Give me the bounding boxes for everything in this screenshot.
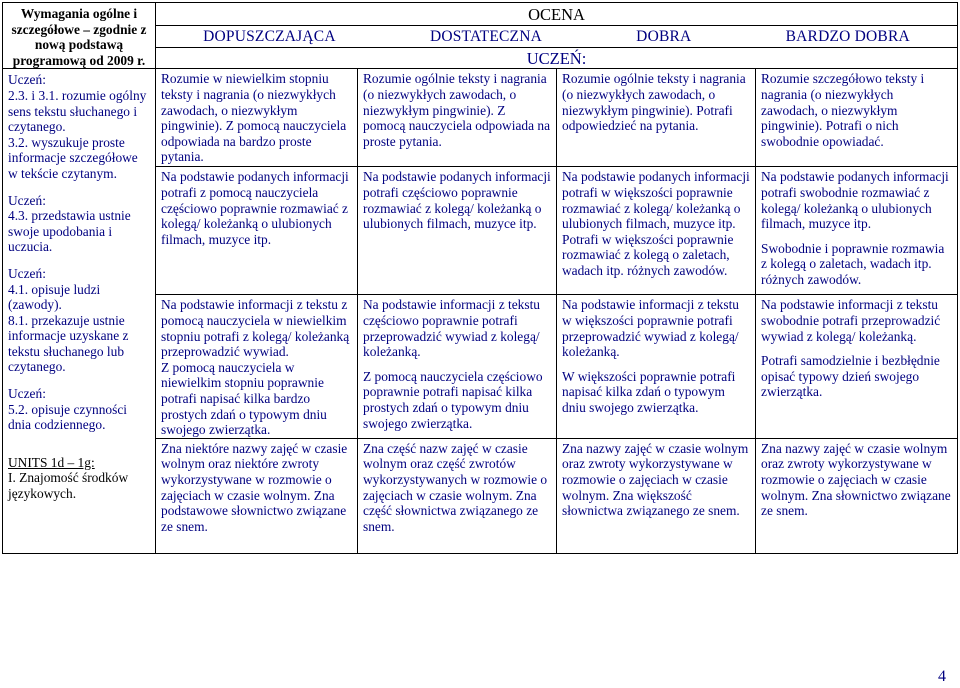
cell-paragraph: Potrafi w większości poprawnie rozmawiać z kolegą o zaletach, wadach itp. różnych zawodów. — [562, 231, 734, 278]
requirement-item: 3.2. wyszukuje proste informacje szczegółowe w tekście czytanym. — [8, 134, 138, 181]
cell-r4-dobra: Zna nazwy zajęć w czasie wolnym oraz zwroty wykorzystywane w rozmowie o zajęciach w czasie wolnym. Zna większość słownictwa związanego ze snem. — [557, 438, 756, 553]
cell-r3-dostateczna — [358, 295, 557, 438]
cell-r1-dobra: Rozumie ogólnie teksty i nagrania (o niezwykłych zawodach, o niezwykłym pingwinie). Potrafi odpowiedzieć na pytania. — [557, 69, 756, 167]
cell-r4-dostateczna: Zna część nazw zajęć w czasie wolnym oraz część zwrotów wykorzystywanych w rozmowie o zajęciach w czasie wolnym. Zna część słownictwa związanego ze snem. — [358, 438, 557, 553]
cell-paragraph: Potrafi samodzielnie i bezbłędnie opisać typowy dzień swojego zwierzątka. — [761, 353, 940, 400]
cell-r3-dopuszczajaca — [156, 295, 358, 438]
cell-r2-dostateczna: Na podstawie podanych informacji potrafi częściowo poprawnie rozmawiać z kolegą/ koleżanką o ulubionych filmach, muzyce itp. — [358, 167, 557, 295]
requirement-item: 2.3. i 3.1. rozumie ogólny sens tekstu słuchanego i czytanego. — [8, 87, 147, 135]
units-description: I. Znajomość środków językowych. — [8, 470, 129, 502]
requirement-item: Uczeń: — [8, 265, 46, 281]
requirement-item: Uczeń: — [8, 192, 46, 208]
cell-paragraph: Na podstawie informacji z tekstu częściowo poprawnie potrafi przeprowadzić wywiad z kolegą/ koleżanką. — [363, 297, 541, 360]
requirement-item: 8.1. przekazuje ustnie informacje uzyskane z tekstu słuchanego lub czytanego. — [8, 312, 129, 375]
cell-r3-bardzo-dobra — [756, 295, 958, 438]
grade-dopuszczajaca: DOPUSZCZAJĄCA — [203, 28, 336, 46]
requirement-item: 5.2. opisuje czynności dnia codziennego. — [8, 401, 128, 433]
cell-paragraph: Na podstawie podanych informacji potrafi w większości poprawnie rozmawiać z kolegą/ koleżanką o ulubionych filmach, muzyce itp. — [562, 169, 750, 232]
cell-paragraph: Na podstawie informacji z tekstu z pomocą nauczyciela w niewielkim stopniu potrafi z kolegą/ koleżanką przeprowadzić wywiad. — [161, 297, 350, 360]
student-header: UCZEŃ: — [156, 48, 958, 69]
grade-header: OCENA — [156, 3, 958, 26]
cell-paragraph: W większości poprawnie potrafi napisać kilka zdań o typowym dniu swojego zwierzątka. — [562, 368, 736, 415]
requirement-item: 4.3. przedstawia ustnie swoje upodobania i uczucia. — [8, 208, 131, 255]
cell-r1-dostateczna: Rozumie ogólnie teksty i nagrania (o niezwykłych zawodach, o niezwykłym pingwinie). Z pomocą nauczyciela odpowiada na proste pytania. — [358, 69, 557, 167]
grade-bardzo-dobra: BARDZO DOBRA — [785, 28, 910, 46]
cell-paragraph: Na podstawie podanych informacji potrafi swobodnie rozmawiać z kolegą/ koleżanką o ulubionych filmach, muzyce itp. — [761, 169, 949, 232]
cell-r3-dobra — [557, 295, 756, 438]
cell-r2-dopuszczajaca: Na podstawie podanych informacji potrafi z pomocą nauczyciela częściowo poprawnie rozmawiać z kolegą/ koleżanką o ulubionych filmach, muzyce itp. — [156, 167, 358, 295]
cell-r4-dopuszczajaca: Zna niektóre nazwy zajęć w czasie wolnym oraz niektóre zwroty wykorzystywane w rozmowie o zajęciach w czasie wolnym. Zna podstawowe słownictwo związane ze snem. — [156, 438, 358, 553]
grade-dobra: DOBRA — [636, 28, 692, 46]
requirement-item: 4.1. opisuje ludzi (zawody). — [8, 281, 101, 313]
requirements-header: Wymagania ogólne i szczegółowe – zgodnie z nową podstawą programową od 2009 r. — [3, 3, 156, 69]
cell-paragraph: Na podstawie informacji z tekstu swobodnie potrafi przeprowadzić wywiad z kolegą/ koleżanką. — [761, 297, 941, 344]
cell-paragraph: Z pomocą nauczyciela częściowo poprawnie potrafi napisać kilka prostych zdań o typowym dniu swojego zwierzątka. — [363, 368, 543, 431]
cell-r2-bardzo-dobra — [756, 167, 958, 295]
cell-r1-bardzo-dobra: Rozumie szczegółowo teksty i nagrania (o niezwykłych zawodach, o niezwykłym pingwinie). Potrafi o nich swobodnie opowiadać. — [756, 69, 958, 167]
cell-r4-bardzo-dobra: Zna nazwy zajęć w czasie wolnym oraz zwroty wykorzystywane w rozmowie o zajęciach w czasie wolnym. Zna słownictwo związane ze snem. — [756, 438, 958, 553]
cell-paragraph: Swobodnie i poprawnie rozmawia z kolegą o zaletach, wadach itp. różnych zawodów. — [761, 240, 945, 287]
requirements-column — [3, 69, 156, 553]
requirement-item: Uczeń: — [8, 72, 46, 88]
grades-row — [156, 26, 958, 48]
cell-r1-dopuszczajaca: Rozumie w niewielkim stopniu teksty i nagrania (o niezwykłych zawodach, o niezwykłym pingwinie). Z pomocą nauczyciela odpowiada na bardzo proste pytania. — [156, 69, 358, 167]
assessment-table — [2, 2, 958, 554]
grade-dostateczna: DOSTATECZNA — [429, 28, 542, 46]
units-heading: UNITS 1d – 1g: — [8, 454, 95, 470]
cell-paragraph: Z pomocą nauczyciela w niewielkim stopniu poprawnie potrafi napisać kilka bardzo prostych zdań o typowym dniu swojego zwierzątka. — [161, 359, 327, 438]
cell-r2-dobra — [557, 167, 756, 295]
requirement-item: Uczeń: — [8, 386, 46, 402]
page-number: 4 — [938, 668, 946, 685]
cell-paragraph: Na podstawie informacji z tekstu w większości poprawnie potrafi przeprowadzić wywiad z kolegą/ koleżanką. — [562, 297, 740, 360]
